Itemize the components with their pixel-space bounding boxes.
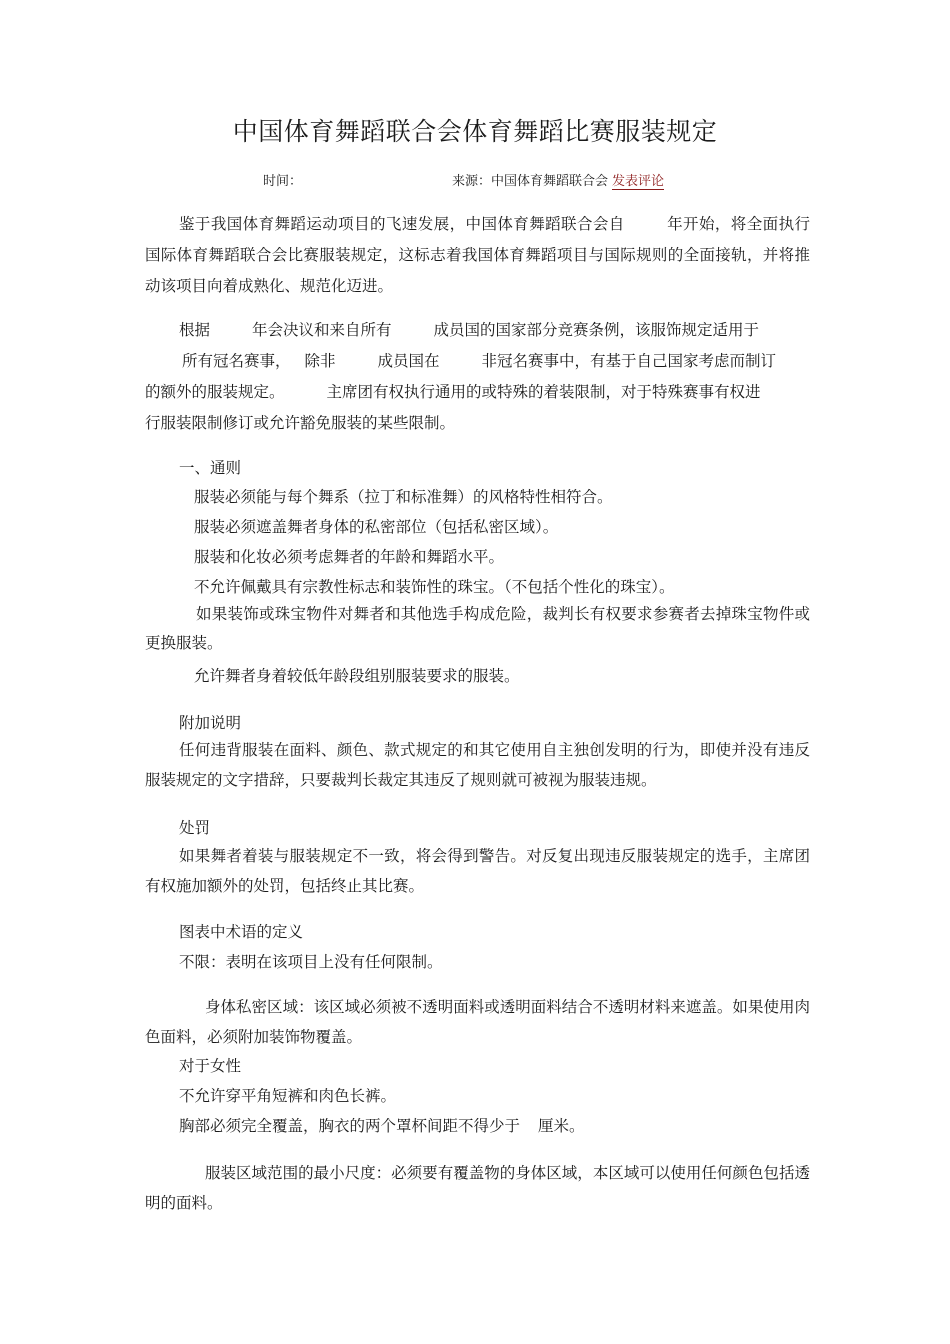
section-heading-general: 一、通则 xyxy=(179,459,242,477)
intro-p2-line-1: 根据 年会决议和来自所有 成员国的国家部分竞赛条例，该服饰规定适用于 xyxy=(179,321,760,339)
section-heading-female: 对于女性 xyxy=(179,1057,242,1075)
comment-link[interactable]: 发表评论 xyxy=(612,174,665,189)
intro-p1-part-b: 年开始，将全面执行国际体育舞蹈联合会比赛服装规定，这标志着我国体育舞蹈项目与国际规则的全面接轨，并将推动该项目向着成熟化、规范化迈进。 xyxy=(145,215,810,295)
general-rule-3: 服装和化妆必须考虑舞者的年龄和舞蹈水平。 xyxy=(194,548,505,566)
section-heading-penalty: 处罚 xyxy=(179,819,211,837)
section-heading-terms: 图表中术语的定义 xyxy=(179,923,304,941)
additional-notes-text: 任何违背服装在面料、颜色、款式规定的和其它使用自主独创发明的行为，即使并没有违反服装规定的文字措辞，只要裁判长裁定其违反了规则就可被视为服装违规。 xyxy=(145,741,810,789)
document-title: 中国体育舞蹈联合会体育舞蹈比赛服装规定 xyxy=(232,117,718,146)
minimum-area-text: 服装区域范围的最小尺度：必须要有覆盖物的身体区域，本区域可以使用任何颜色包括透明的面料。 xyxy=(145,1164,810,1212)
intro-paragraph-1 xyxy=(145,209,810,302)
source-line xyxy=(452,170,664,189)
general-rule-2: 服装必须遮盖舞者身体的私密部位（包括私密区域）。 xyxy=(194,518,559,536)
female-rule-1: 不允许穿平角短裤和肉色长裤。 xyxy=(179,1087,397,1105)
intro-p2-line-4: 行服装限制修订或允许豁免服装的某些限制。 xyxy=(145,414,456,432)
time-label: 时间： xyxy=(263,174,303,189)
source-label: 来源：中国体育舞蹈联合会 xyxy=(452,174,609,189)
term-unlimited: 不限：表明在该项目上没有任何限制。 xyxy=(179,953,443,971)
intro-p1-part-a: 鉴于我国体育舞蹈运动项目的飞速发展，中国体育舞蹈联合会自 xyxy=(179,215,625,233)
general-rule-5: 如果装饰或珠宝物件对舞者和其他选手构成危险，裁判长有权要求参赛者去掉珠宝物件或更换服装。 xyxy=(145,605,810,652)
general-rule-1: 服装必须能与每个舞系（拉丁和标准舞）的风格特性相符合。 xyxy=(194,488,613,506)
general-rule-4: 不允许佩戴具有宗教性标志和装饰性的珠宝。（不包括个性化的珠宝）。 xyxy=(194,578,675,596)
intro-p2-line-3: 的额外的服装规定。 主席团有权执行通用的或特殊的着装限制，对于特殊赛事有权进 xyxy=(145,383,761,401)
section-heading-additional: 附加说明 xyxy=(179,714,242,732)
penalty-text: 如果舞者着装与服装规定不一致，将会得到警告。对反复出现违反服装规定的选手，主席团有权施加额外的处罚，包括终止其比赛。 xyxy=(145,847,810,895)
term-private-area: 身体私密区域：该区域必须被不透明面料或透明面料结合不透明材料来遮盖。如果使用肉色面料，必须附加装饰物覆盖。 xyxy=(145,998,810,1046)
female-rule-2: 胸部必须完全覆盖，胸衣的两个罩杯间距不得少于 厘米。 xyxy=(179,1117,585,1135)
general-rule-6: 允许舞者身着较低年龄段组别服装要求的服装。 xyxy=(194,667,520,685)
intro-p2-line-2: 所有冠名赛事， 除非 成员国在 非冠名赛事中，有基于自己国家考虑而制订 xyxy=(182,352,777,370)
